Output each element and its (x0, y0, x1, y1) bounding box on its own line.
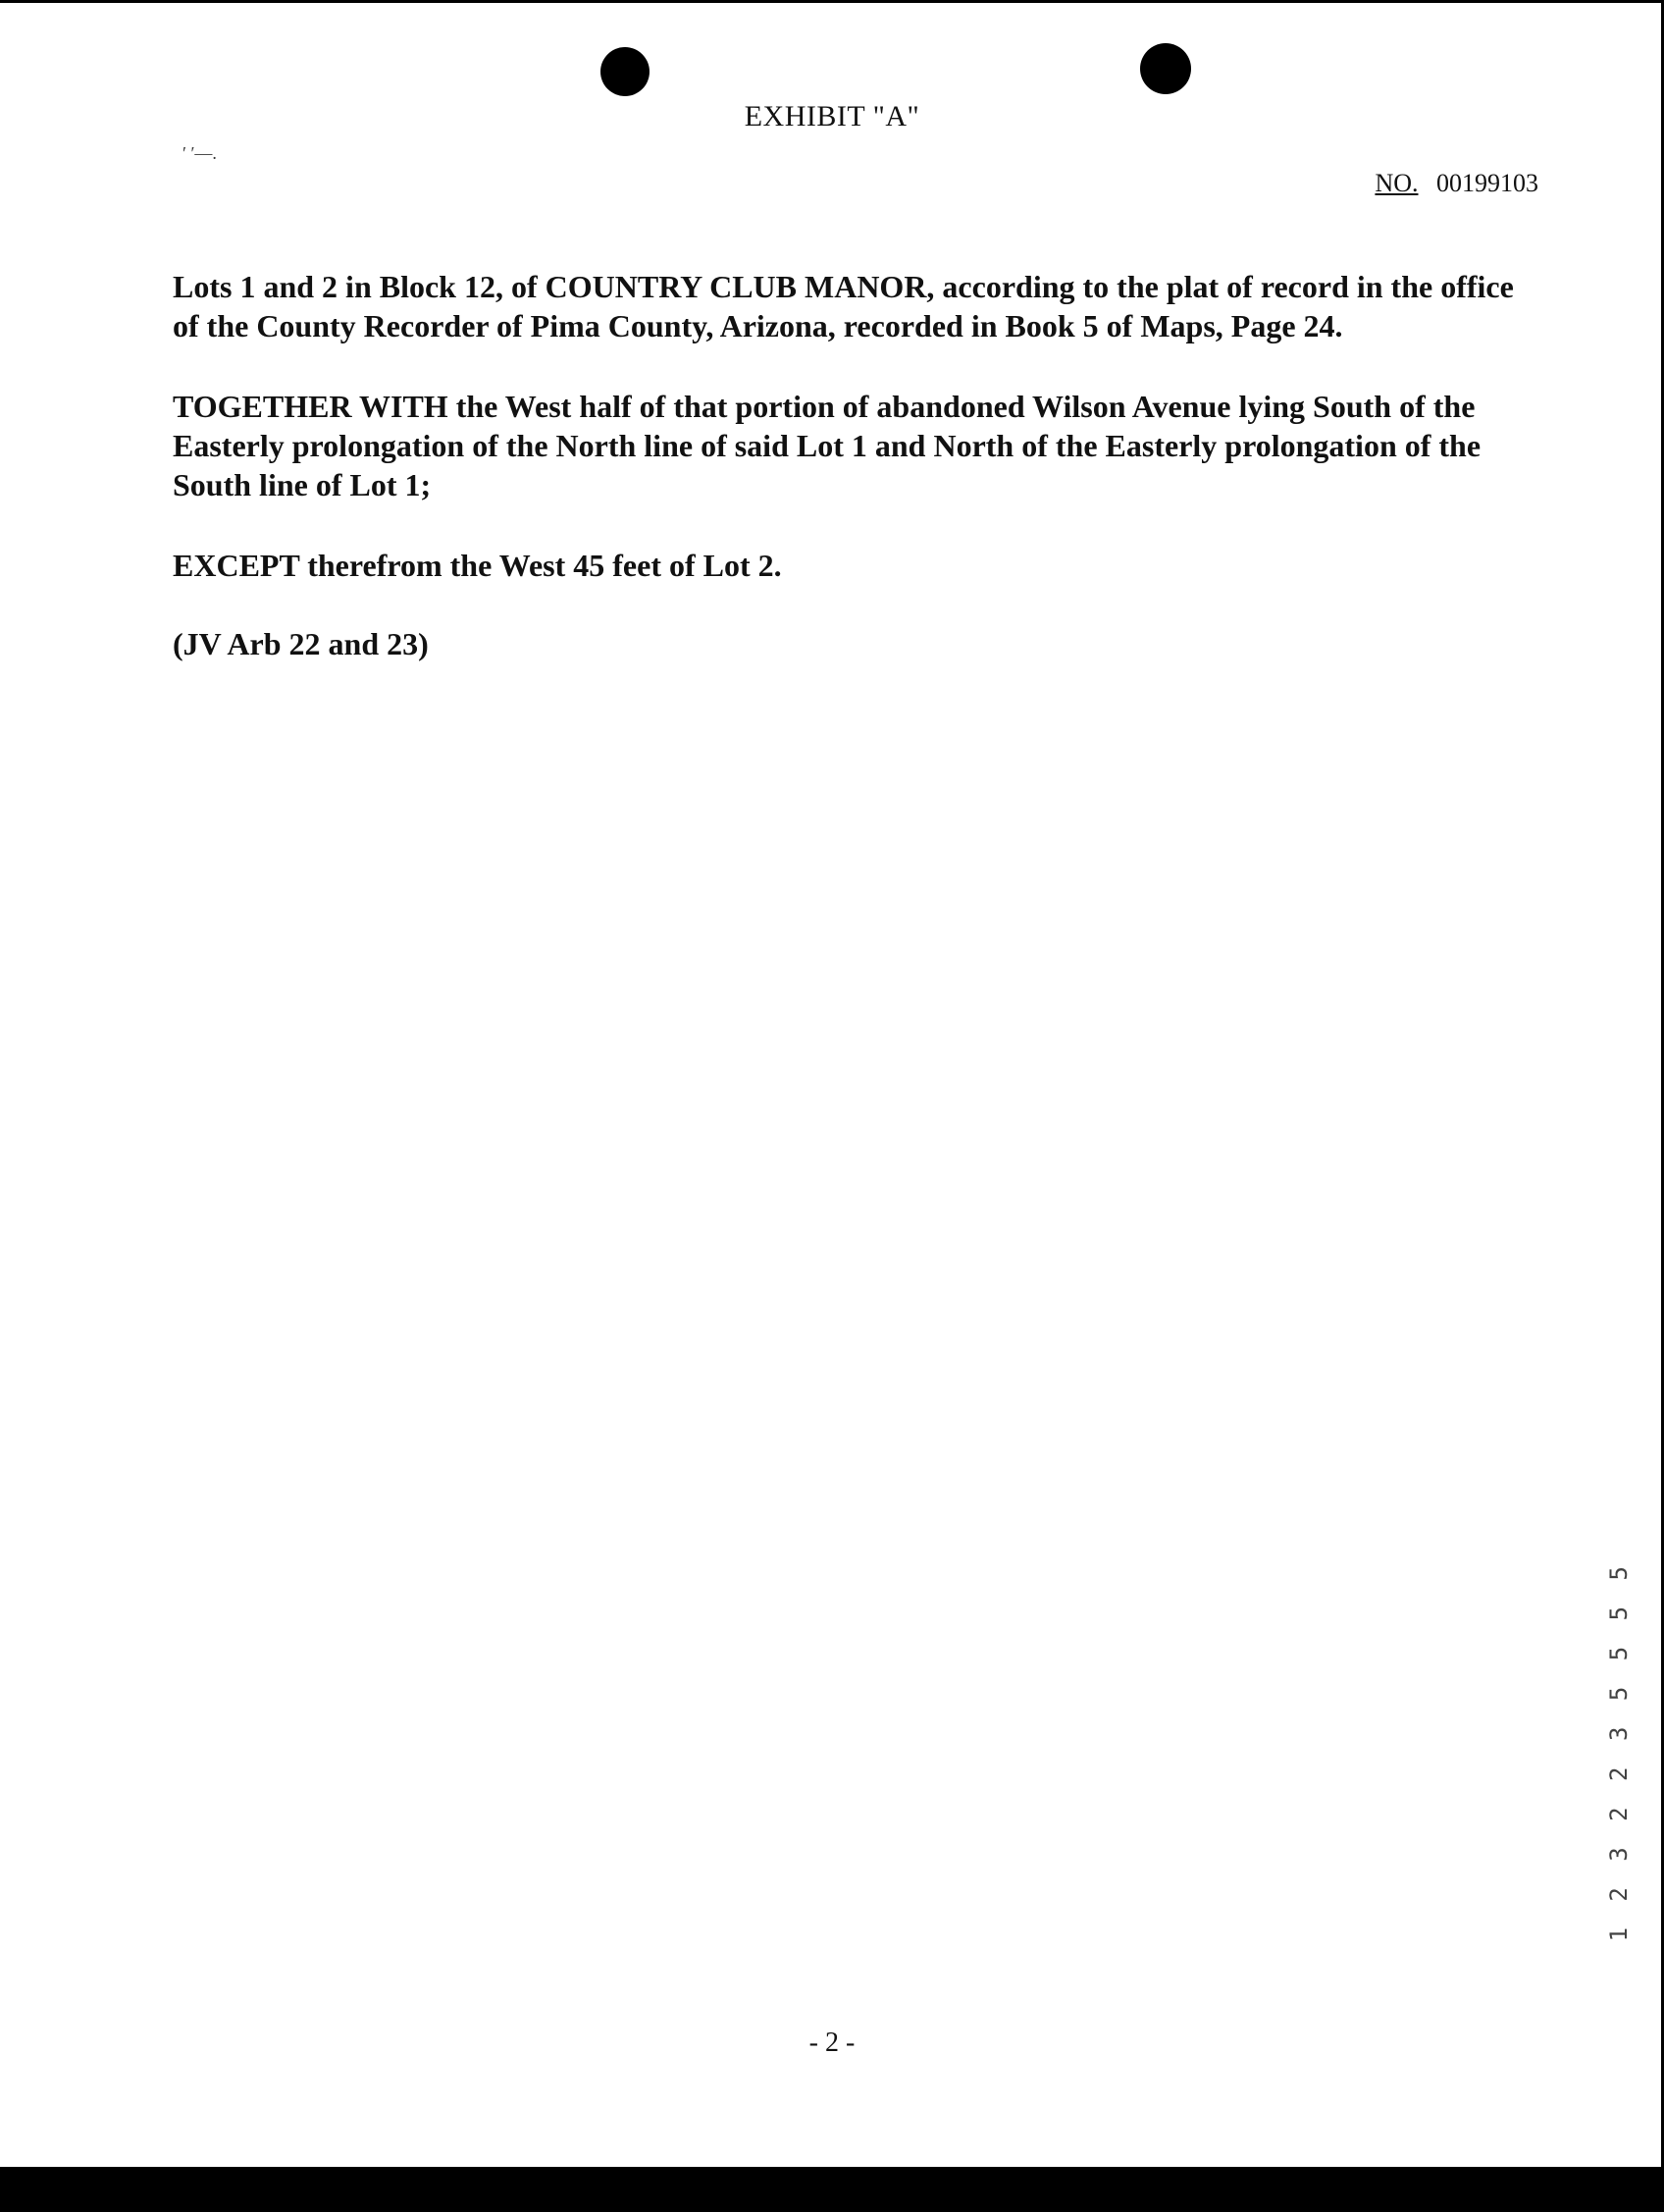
document-number (1375, 169, 1538, 198)
reference-note: (JV Arb 22 and 23) (173, 626, 429, 661)
together-with-paragraph: TOGETHER WITH the West half of that portion of abandoned Wilson Avenue lying South of the Easterly prolongation of the North line of said Lot 1 and North of the Easterly prolongation of the South line of Lot 1; (173, 389, 1482, 502)
scan-specks: ′ ′—. (182, 143, 217, 163)
scan-border-bottom (0, 2167, 1664, 2212)
document-number-label: NO. (1375, 169, 1419, 197)
except-paragraph: EXCEPT therefrom the West 45 feet of Lot 2. (173, 548, 782, 583)
scan-border-top (0, 0, 1664, 3)
punch-hole-right (1140, 43, 1191, 94)
document-number-value: 00199103 (1436, 169, 1538, 197)
recording-stamp-vertical: 1 2 3 2 2 3 5 5 5 5 (1605, 1560, 1633, 1942)
exhibit-title: EXHIBIT "A" (744, 100, 920, 132)
page-number: - 2 - (808, 2028, 856, 2058)
legal-description-paragraph: Lots 1 and 2 in Block 12, of COUNTRY CLUB MANOR, according to the plat of record in the office of the County Recorder of Pima County, Arizona, recorded in Book 5 of Maps, Page 24. (173, 269, 1514, 343)
punch-hole-left (600, 47, 650, 96)
